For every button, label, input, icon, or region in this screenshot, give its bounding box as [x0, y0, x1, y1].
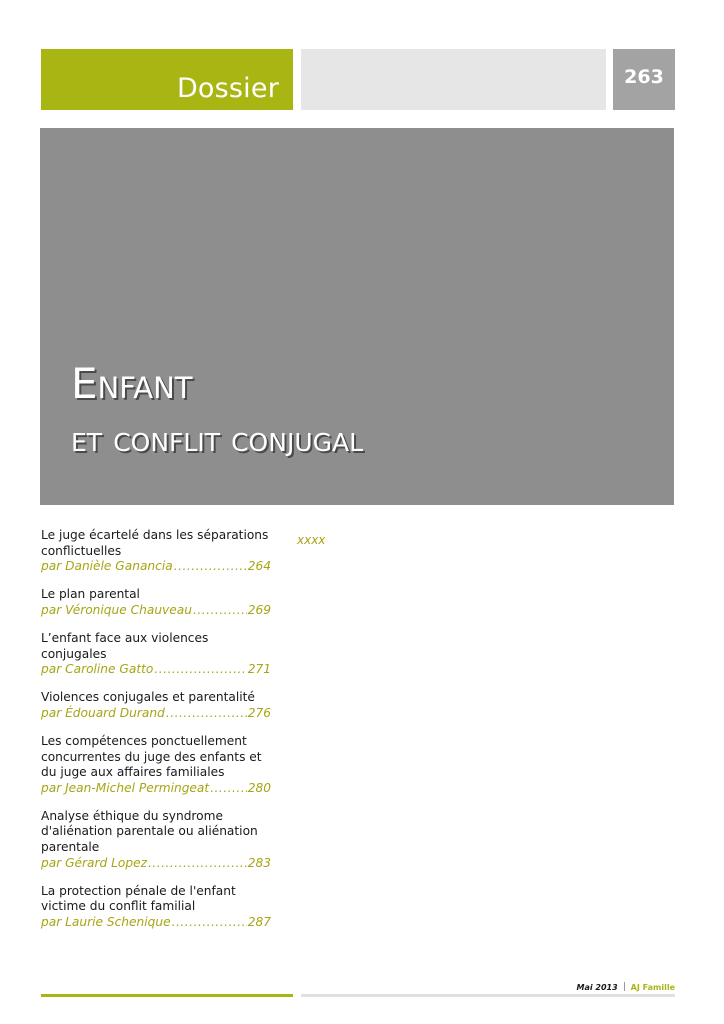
toc-entry[interactable] [41, 587, 271, 618]
toc-entry-page: 264 [247, 559, 271, 574]
toc-entry-page: 269 [247, 602, 271, 617]
footer-rule-accent [41, 994, 293, 997]
toc-entry-title: Les compétences ponctuellement concurrentes du juge des enfants et du juge aux affaires familiales [41, 733, 262, 780]
toc-entry-author: par Véronique Chauveau [41, 602, 192, 617]
toc-entry-title: La protection pénale de l'enfant victime du conflit familial [41, 883, 236, 914]
toc-entry-title: Le plan parental [41, 587, 140, 602]
toc-entry-byline [41, 915, 271, 931]
issue-date: Mai 2013 [576, 983, 618, 992]
toc-entry[interactable] [41, 690, 271, 721]
footer-separator [624, 982, 625, 991]
section-banner [41, 49, 293, 110]
toc-entry-author: par Laurie Schenique [41, 914, 171, 929]
toc-entry-byline [41, 559, 271, 575]
header-band [301, 49, 606, 110]
toc-entry-page: 271 [247, 662, 271, 677]
toc-entry-page: 287 [247, 914, 271, 929]
toc-entry-byline [41, 856, 271, 872]
toc-entry-title: Le juge écartelé dans les séparations conflictuelles [41, 528, 269, 558]
table-of-contents [41, 528, 271, 943]
leader-dots [154, 662, 246, 678]
toc-entry-byline [41, 662, 271, 678]
dossier-title-line-2: et conflit conjugal [71, 420, 364, 460]
page-footer [577, 982, 676, 992]
toc-entry-page: 276 [247, 705, 271, 720]
placeholder-text: xxxx [297, 533, 326, 547]
publication-name: AJ Famille [630, 983, 675, 992]
section-rubric: Dossier [176, 73, 279, 104]
leader-dots [148, 856, 247, 872]
leader-dots [174, 559, 247, 575]
footer-rule [301, 994, 675, 997]
toc-entry-byline [41, 781, 271, 797]
toc-entry-title: Analyse éthique du syndrome d'aliénation parentale ou aliénation parentale [41, 808, 258, 854]
leader-dots [172, 915, 247, 931]
toc-entry-author: par Danièle Ganancia [41, 559, 173, 574]
leader-dots [166, 706, 247, 722]
title-panel [40, 128, 674, 505]
toc-entry[interactable] [41, 809, 271, 871]
leader-dots [210, 781, 247, 797]
toc-entry-author: par Édouard Durand [41, 705, 165, 720]
toc-entry-title: L’enfant face aux violences conjugales [41, 630, 209, 661]
toc-entry-page: 283 [247, 855, 271, 870]
toc-entry[interactable] [41, 884, 271, 931]
toc-entry[interactable] [41, 734, 271, 796]
toc-entry-byline [41, 706, 271, 722]
leader-dots [193, 603, 247, 619]
dossier-title [71, 356, 363, 468]
toc-entry-title: Violences conjugales et parentalité [41, 690, 255, 705]
toc-entry-author: par Jean-Michel Permingeat [41, 780, 210, 795]
toc-entry[interactable] [41, 528, 271, 575]
page-number: 263 [624, 66, 664, 88]
dossier-title-line-1: Enfant [71, 359, 193, 408]
toc-entry-author: par Gérard Lopez [41, 855, 148, 870]
toc-entry[interactable] [41, 631, 271, 678]
page-number-box [613, 49, 675, 110]
toc-entry-author: par Caroline Gatto [41, 662, 154, 677]
toc-entry-page: 280 [247, 780, 271, 795]
toc-entry-byline [41, 603, 271, 619]
